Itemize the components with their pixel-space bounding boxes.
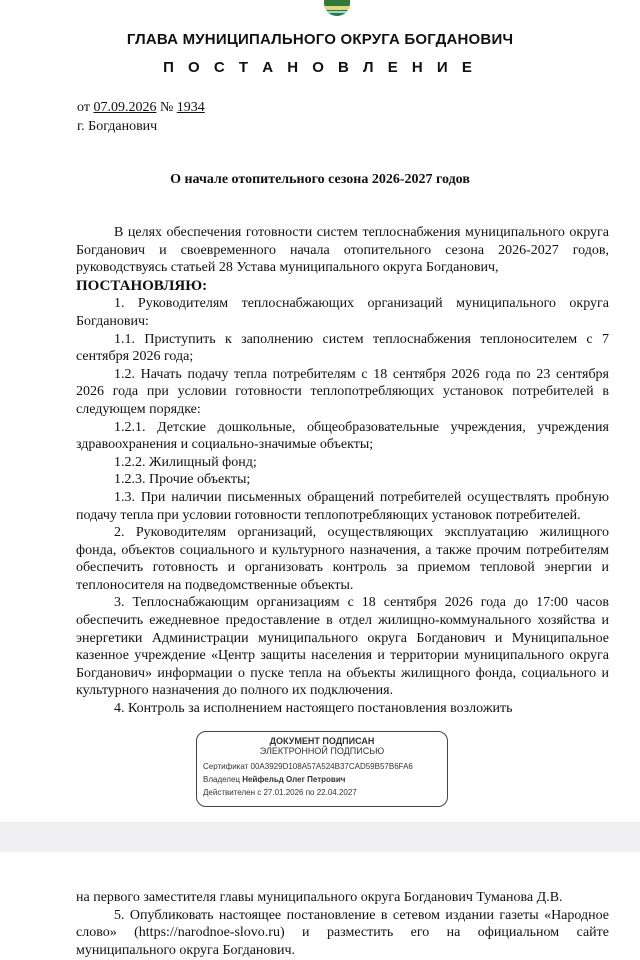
stamp-certificate [203,762,413,771]
item-1-2: 1.2. Начать подачу тепла потребителям с 18 сентября 2026 года по 23 сентября 2026 года при условии готовности теплопотребляющих установок потребителей в следующем порядке: [76,366,609,417]
document-subject: О начале отопительного сезона 2026-2027 годов [170,172,470,187]
owner-value: Нейфельд Олег Петрович [242,775,346,784]
intro-paragraph: В целях обеспечения готовности систем теплоснабжения муниципального округа Богданович и своевременного начала отопительного сезона 2026-2027 годов, руководствуясь статьей 28 Устава муниципального округа Богданович, [76,225,609,276]
coat-of-arms-icon [324,0,350,16]
document-date: 07.09.2026 [93,100,157,115]
item-5: 5. Опубликовать настоящее постановление в сетевом издании газеты «Народное слово» (https://narodnoe-slovo.ru) и разместить его на официальном сайте муниципального округа Богданович. [76,907,609,958]
document-page-2 [0,852,640,960]
item-1-1: 1.1. Приступить к заполнению систем теплоснабжения теплоносителем с 7 сентября 2026 года; [76,331,609,365]
issuer-title: ГЛАВА МУНИЦИПАЛЬНОГО ОКРУГА БОГДАНОВИЧ [126,31,514,48]
item-1-2-2: 1.2.2. Жилищный фонд; [114,454,257,470]
date-prefix: от [77,100,90,115]
place: г. Богданович [77,119,158,134]
item-4-end: на первого заместителя главы муниципального округа Богданович Туманова Д.В. [76,890,563,905]
certificate-value: 00A3929D108A57A524B37CAD59B57B6FA6 [250,762,413,771]
date-number-line [77,100,205,116]
document-body-continued [76,889,609,959]
item-3: 3. Теплоснабжающим организациям с 18 сентября 2026 года до 17:00 часов обеспечить ежедневное предоставление в отдел жилищно-коммунального хозяйства и энергетики Администрации муниципального округа Богданович и Муниципальное казенное учреждение «Центр защиты населения и территории муниципального округа Богданович» информации о пуске тепла на объекты жилищного фонда, социального и культурного назначения до полного их подключения. [76,595,609,699]
resolve-heading: ПОСТАНОВЛЯЮ: [76,277,208,294]
item-1-3: 1.3. При наличии письменных обращений потребителей осуществлять пробную подачу тепла при условии готовности теплопотребляющих установок потребителей. [76,489,609,523]
item-4-start: 4. Контроль за исполнением настоящего постановления возложить [114,701,513,717]
electronic-signature-stamp [196,731,448,807]
item-1: 1. Руководителям теплоснабжающих организаций муниципального округа Богданович: [76,296,609,329]
item-2: 2. Руководителям организаций, осуществляющих эксплуатацию жилищного фонда, объектов социального и культурного назначения, а также прочим потребителям обеспечить готовность и организовать контроль за приемом тепловой энергии и теплоносителя на подведомственные объекты. [76,525,609,593]
number-sign: № [159,100,174,115]
page-separator [0,822,640,852]
document-type: П О С Т А Н О В Л Е Н И Е [163,59,477,76]
stamp-title: ДОКУМЕНТ ПОДПИСАН [269,736,375,746]
document-body [76,224,609,718]
item-1-2-1: 1.2.1. Детские дошкольные, общеобразовательные учреждения, учреждения здравоохранения и социально-значимые объекты; [76,419,609,453]
owner-label: Владелец [203,775,241,784]
certificate-label: Сертификат [203,762,249,771]
stamp-subtitle: ЭЛЕКТРОННОЙ ПОДПИСЬЮ [259,746,385,756]
document-number: 1934 [176,100,205,115]
item-1-2-3: 1.2.3. Прочие объекты; [114,472,251,488]
stamp-validity: Действителен с 27.01.2026 по 22.04.2027 [203,788,357,797]
stamp-owner [203,775,345,784]
